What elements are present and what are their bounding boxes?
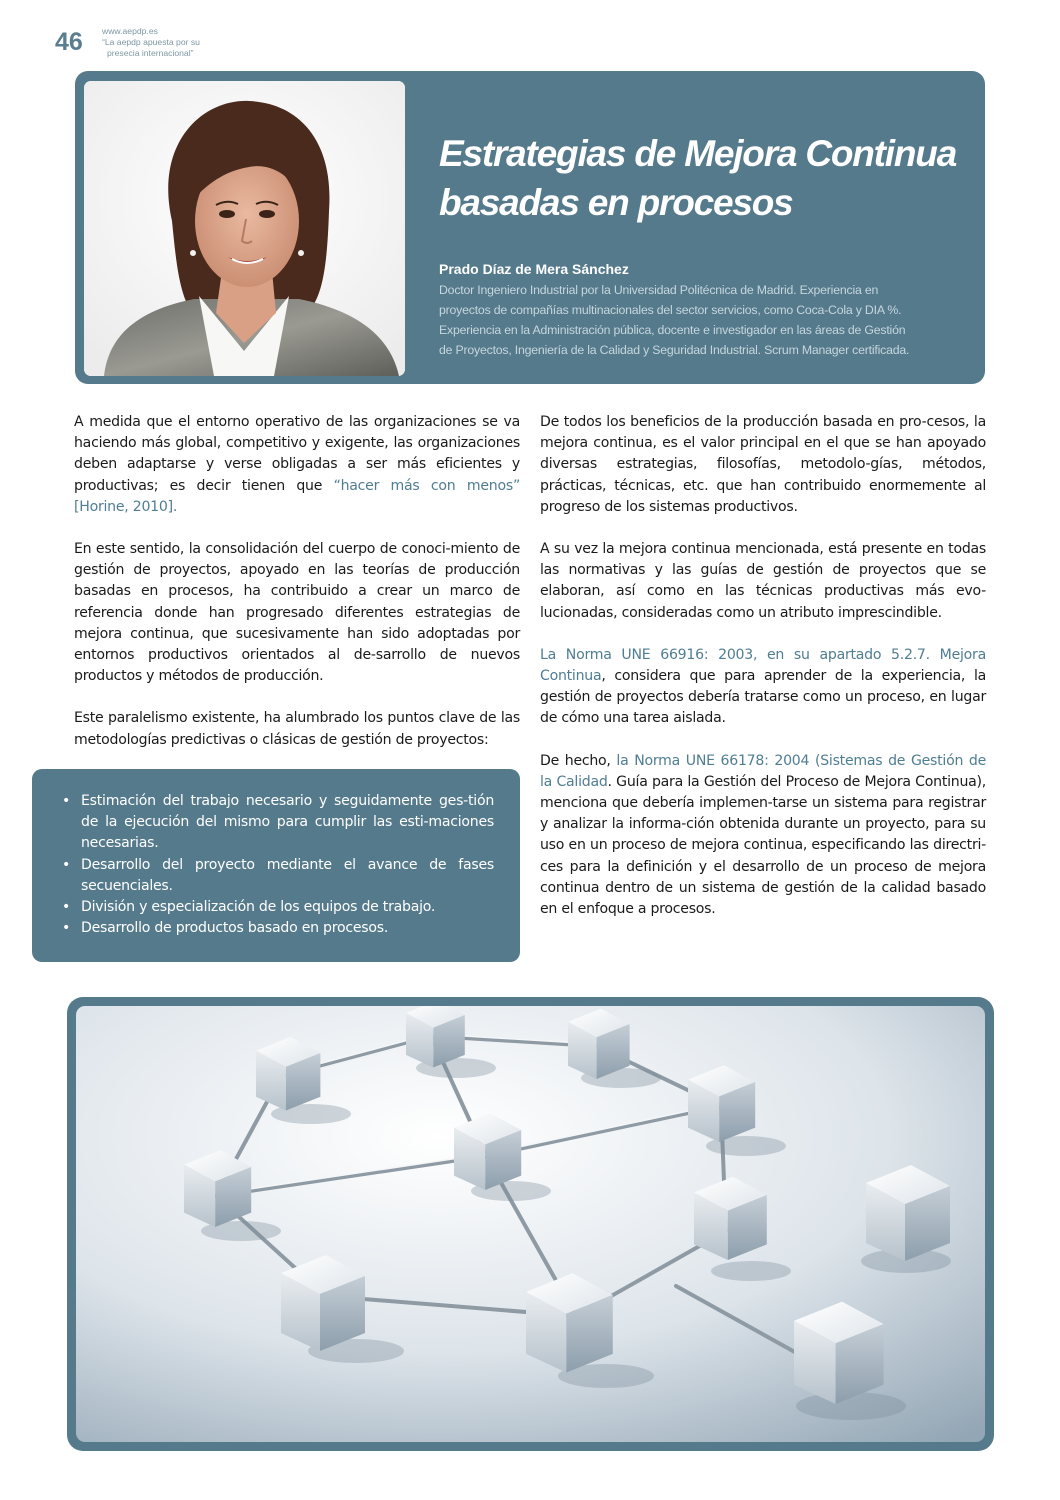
left-column: [74, 412, 520, 772]
author-bio-line: Experiencia en la Administración pública, docente e investigador en las áreas de Gestión: [439, 323, 906, 337]
article-hero: [75, 71, 985, 384]
list-item-text: Desarrollo de productos basado en procesos.: [81, 920, 389, 937]
list-item: [62, 897, 494, 918]
list-item-text: División y especialización de los equipos de trabajo.: [81, 899, 436, 916]
norm-link[interactable]: la Norma UNE 66178: 2004 (Sistemas de Gestión de la Calidad: [540, 752, 986, 790]
list-item-text: Estimación del trabajo necesario y seguidamente ges-tión de la ejecución del mismo para cumplir las esti-maciones necesarias.: [81, 793, 494, 852]
bullet-icon: •: [62, 793, 71, 809]
article-title: [439, 129, 979, 227]
paragraph: [540, 645, 986, 730]
paragraph: Este paralelismo existente, ha alumbrado los puntos clave de las metodologías predictivas o clásicas de gestión de proyectos:: [74, 710, 520, 748]
paragraph-text: De hecho,: [540, 752, 617, 769]
paragraph: [540, 751, 986, 921]
page-number: 46: [55, 28, 83, 56]
author-bio-line: proyectos de compañías multinacionales del sector servicios, como Coca-Cola y DIA %.: [439, 303, 902, 317]
list-item: [62, 918, 494, 939]
tagline-line-2: presecia internacional”: [107, 48, 194, 58]
key-points-list: [62, 791, 494, 939]
right-column: [540, 412, 986, 941]
bullet-icon: •: [62, 920, 71, 937]
network-cubes-illustration: [76, 1006, 985, 1442]
author-bio-line: Doctor Ingeniero Industrial por la Universidad Politécnica de Madrid. Experiencia en: [439, 283, 879, 297]
paragraph-text: . Guía para la Gestión del Proceso de Mejora Continua), menciona que debería implemen-tarse un sistema para registrar y analizar la informa-ción obtenida durante un proyecto, para su uso en un proceso de mejora continua, especificando las directri-ces para la definición y el desarrollo de un proceso de mejora continua dentro de un sistema de gestión de la calidad basado en el enfoque a procesos.: [540, 773, 987, 918]
paragraph: [74, 412, 520, 518]
list-item: [62, 855, 494, 897]
website-url[interactable]: www.aepdp.es: [102, 26, 158, 36]
tagline-line-1: “La aepdp apuesta por su: [102, 37, 200, 47]
author-bio: [439, 280, 979, 360]
key-points-box: [32, 769, 520, 962]
list-item: [62, 791, 494, 855]
norm-link[interactable]: La Norma UNE 66916: 2003, en su apartado 5.2.7. Mejora Continua: [540, 646, 986, 685]
author-name: Prado Díaz de Mera Sánchez: [439, 261, 629, 277]
citation-link[interactable]: “hacer más con menos” [Horine, 2010].: [74, 477, 520, 515]
author-photo: [84, 81, 405, 376]
paragraph-text: , considera que para aprender de la experiencia, la gestión de proyectos debería tratarse como un proceso, en lugar de cómo una tarea aislada.: [540, 668, 986, 727]
list-item-text: Desarrollo del proyecto mediante el avance de fases secuenciales.: [81, 856, 494, 894]
illustration-frame: [67, 997, 994, 1451]
article-title-line-2: basadas en procesos: [439, 182, 793, 223]
paragraph: A su vez la mejora continua mencionada, está presente en todas las normativas y las guías de gestión de proyectos que se elaboran, así como en las técnicas productivas más evo-lucionadas, consideradas como un atributo imprescindible.: [540, 541, 986, 621]
paragraph: En este sentido, la consolidación del cuerpo de conoci-miento de gestión de proyectos, apoyado en las teorías de producción basadas en procesos, ha contribuido a crear un marco de referencia donde han progresado diferentes estrategias de mejora continua, que sucesivamente han sido adoptadas por entornos productivos orientados al de-sarrollo de nuevos productos y métodos de producción.: [74, 541, 520, 685]
paragraph-text: A medida que el entorno operativo de las organizaciones se va haciendo más global, competitivo y exigente, las organizaciones deben adaptarse y verse obligadas a ser más eficientes y productivas; es decir tienen que: [74, 414, 520, 494]
paragraph: De todos los beneficios de la producción basada en pro-cesos, la mejora continua, es el valor principal en el que se han apoyado diversas estrategias, filosofías, metodolo-gías, métodos, prácticas, técnicas, etc. que han contribuido enormemente al progreso de los sistemas productivos.: [540, 414, 986, 515]
article-title-line-1: Estrategias de Mejora Continua: [439, 133, 957, 174]
header-meta: [102, 26, 200, 59]
bullet-icon: •: [62, 899, 71, 916]
author-bio-line: de Proyectos, Ingeniería de la Calidad y Seguridad Industrial. Scrum Manager certificada.: [439, 343, 910, 357]
bullet-icon: •: [62, 856, 71, 873]
